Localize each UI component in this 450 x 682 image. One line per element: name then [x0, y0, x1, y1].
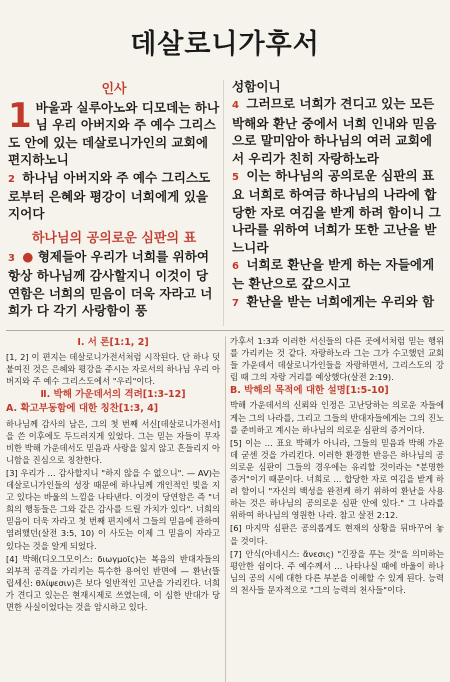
note-paragraph: [7] 안식(아네시스: ἄνεσις) "긴장을 푸는 것"을 의미하는 평안한 쉼이다. 주 예수께서 … 나타나실 때에 바울이 하나님의 공의 시에 대한 다른 부분을 이해할 수 있게 된다. 능력의 천사들 문자적으로 "그의 능력의 천사들"이다.: [230, 548, 444, 595]
notes-right-column: [230, 335, 444, 597]
verse-2: [8, 169, 220, 223]
notes-column-divider: [225, 336, 226, 682]
verse-4: [232, 95, 444, 167]
verse-7: [232, 293, 444, 312]
note-paragraph: [3] 우리가 … 감사할지니 "하지 않을 수 없으니". — AV)는 데살로니가인들의 성장 때문에 하나님께 개인적인 빚을 지고 있다는 바울의 느낌을 나타낸다. 이것이 당연함은 즉 "너희의 행동들은 그와 같은 감사를 드릴 가치가 있다". 너희의 믿음이 더욱 자라고 첫 번째 편지에서 그들의 믿음에 관하여 염려했던(살전 3:5, 10) 이 사도는 이제 그 믿음이 자라고 있다는 것을 알게 되었다.: [6, 467, 220, 551]
note-paragraph: [4] 박해(디오그모이스: διωγμοῖς)는 복음의 반대자들의 외부적 공격을 가리키는 특수한 용어인 반면에 — 환난(뜰립세신: θλίψεσιν)은 보다 일반적인 고난을 가리킨다. 너희가 견디고 있는은 현재시제로 쓰였는데, 이 심한 반대가 당면한 사실이었다는 것을 암시하고 있다.: [6, 553, 220, 612]
verse-number: 3: [8, 252, 15, 264]
verse-5: [232, 167, 444, 256]
note-paragraph: 하나님께 감사의 남은, 그의 첫 번째 서신[데살로니가전서]을 쓴 이후에도 두드러지게 있었다. 그는 믿는 자들이 무자비한 박해 가운데서도 믿음과 사랑을 잃지 않고 흔들리지 아니함을 진심으로 칭찬한다.: [6, 418, 220, 465]
verse-number: 4: [232, 100, 239, 112]
verse-number: 2: [8, 173, 15, 185]
note-heading-introduction: Ⅰ. 서 론[1:1, 2]: [77, 337, 149, 348]
note-subheading: B. 박해의 목적에 대한 설명[1:5-10]: [230, 385, 389, 397]
verse-3-text: 형제들아 우리가 너희를 위하여 항상 하나님께 감사할지니 이것이 당연함은 너희의 믿음이 더욱 자라고 너희가 다 각기 사랑함이 풍: [8, 248, 213, 319]
notes-left-column: [6, 335, 220, 614]
verse-number: 7: [232, 297, 239, 309]
chapter-number: 1: [8, 96, 32, 136]
section-heading-judgment: 하나님의 공의로운 심판의 표: [31, 230, 197, 246]
verse-6-text: 너희로 환난을 받게 하는 자들에게는 환난으로 갚으시고: [232, 257, 435, 292]
note-paragraph: [6] 마지막 심판은 공의롭게도 현재의 상황을 뒤바꾸어 놓을 것이다.: [230, 523, 444, 546]
verse-number: 5: [232, 172, 239, 184]
note-paragraph: 가후서 1:3과 이러한 서신들의 다른 곳에서처럼 믿는 행위를 가리키는 것 같다. 자랑하노라 그는 그가 수고했던 교회들 가운데서 데살로니가인들을 자랑하면서, 그리스도의 강림 때 그의 자랑 거리를 예상했다(살전 2:19).: [230, 336, 444, 383]
book-title: 데살로니가후서: [130, 29, 320, 60]
verse-2-text: 하나님 아버지와 주 예수 그리스도로부터 은혜와 평강이 너희에게 있을지어다: [8, 169, 211, 222]
verse-5-text: 이는 하나님의 공의로운 심판의 표요 너희로 하여금 하나님의 나라에 합당한 자로 여김을 받게 하려 함이니 그 나라를 위하여 너희가 또한 고난을 받느니라: [232, 168, 441, 255]
verse-number: 6: [232, 261, 239, 273]
section-heading-greeting: 인사: [101, 82, 127, 97]
note-paragraph: 박해 가운데서의 신뢰와 인정은 고난당하는 의로운 자들에게는 그의 나라를, 그리고 그들의 반대자들에게는 그의 진노를 준비하고 계시는 하나님의 의로운 심판의 증거이다.: [230, 400, 444, 435]
scripture-left-column: [8, 78, 220, 319]
bullet-icon: ●: [22, 248, 34, 264]
scripture-right-column: [232, 78, 444, 312]
verse-1-text: 바울과 실루아노와 디모데는 하나님 우리 아버지와 주 예수 그리스도 안에 있는 데살로니가인의 교회에 편지하노니: [8, 100, 220, 168]
verse-7-text: 환난을 받는 너희에게는 우리와 함: [246, 293, 435, 309]
note-paragraph: [5] 이는 … 표요 박해가 아니라, 그들의 믿음과 박해 가운데 굳센 것을 가리킨다. 이러한 환경한 반응은 하나님의 공의로운 심판이 그들의 경우에는 유리할 것이라는 "분명한 증거"이기 때문이다. 너희로 … 합당한 자로 여김을 받게 하려 함이니 "자신의 백성을 완전케 하기 위하여 환난을 사용하는 것은 하나님의 공의로운 심판 안에 있다." 그 나라를 위하여 하나님의 영원한 나라. 참고 살전 2:12.: [230, 437, 444, 521]
verse-3-continued: 성함이니: [232, 79, 281, 94]
note-paragraph: [1, 2] 이 편지는 데살로니가전서처럼 시작된다. 단 하나 덧붙여진 것은 은혜와 평강을 주시는 자로서의 하나님 우리 아버지와 주 예수 그리스도에서 "우리"이다.: [6, 352, 220, 387]
note-subheading: A. 확고부동함에 대한 칭찬[1:3, 4]: [6, 403, 159, 415]
verse-6: [232, 256, 444, 293]
section-divider: [6, 330, 444, 331]
column-divider: [223, 80, 224, 326]
verse-4-text: 그러므로 너희가 견디고 있는 모든 박해와 환난 중에서 너희 인내와 믿음으로 말미암아 하나님의 여러 교회에서 우리가 친히 자랑하노라: [232, 96, 437, 166]
note-heading-encouragement: Ⅱ. 박해 가운데서의 격려[1:3-12]: [40, 389, 186, 401]
verse-3: [8, 248, 220, 320]
verse-1: [8, 96, 220, 169]
